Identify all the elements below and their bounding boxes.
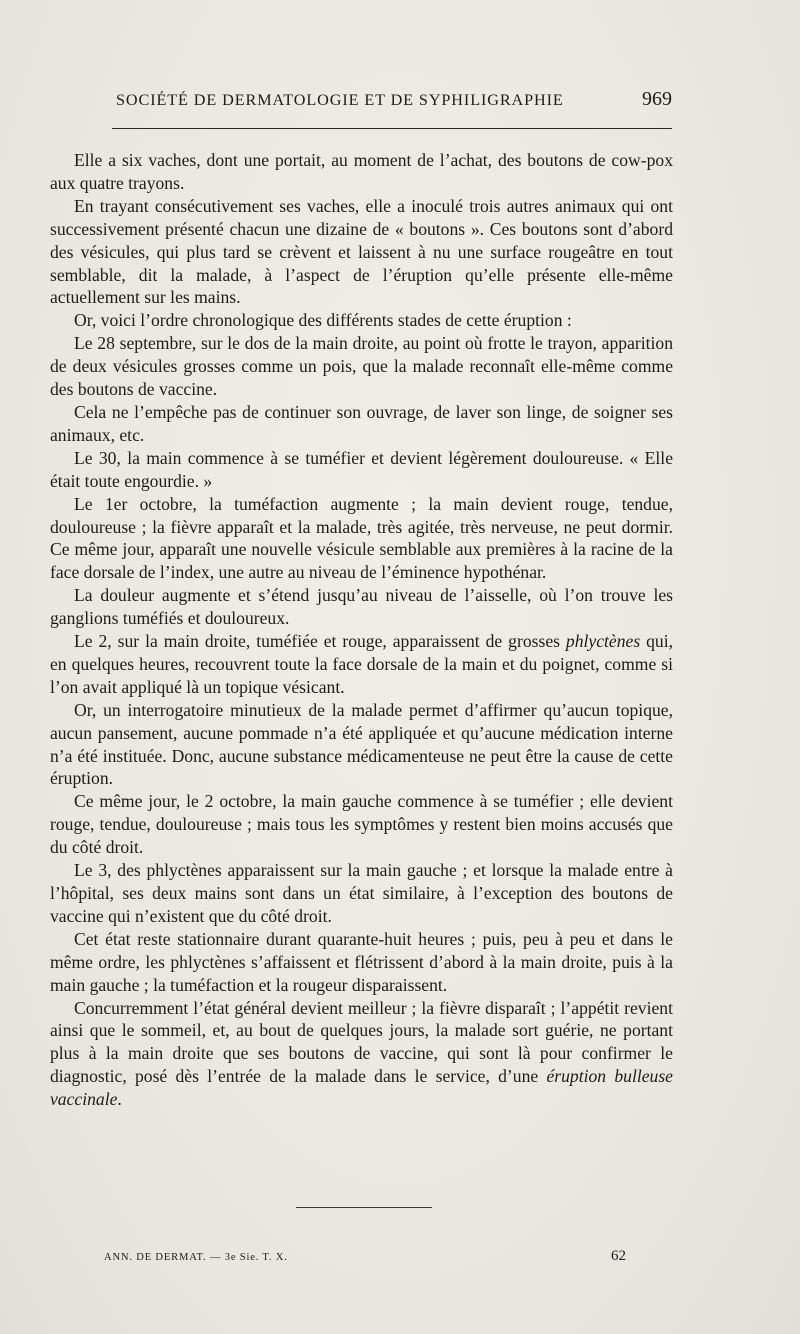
- paragraph-13: Cet état reste stationnaire durant quarante-huit heures ; puis, peu à peu et dans le même ordre, les phlyctènes s’affaissent et flétrissent d’abord à la main droite, puis à la main gauche ; la tuméfaction et la rougeur disparaissent.: [50, 928, 673, 995]
- footer-signature: ANN. DE DERMAT. — 3e Sie. T. X.: [104, 1252, 288, 1263]
- paragraph-12: Le 3, des phlyctènes apparaissent sur la main gauche ; et lorsque la malade entre à l’hôpital, ses deux mains sont dans un état similaire, à l’exception des boutons de vaccine qui n’existent que du côté droit.: [50, 860, 673, 926]
- running-title: SOCIÉTÉ DE DERMATOLOGIE ET DE SYPHILIGRAPHIE: [116, 91, 564, 109]
- paragraph-6: Le 30, la main commence à se tuméfier et devient légèrement douloureuse. « Elle était toute engourdie. »: [50, 447, 673, 491]
- footer-sheet-number: 62: [611, 1248, 626, 1264]
- footer: [104, 1250, 626, 1270]
- paragraph-9: [50, 630, 673, 699]
- paragraph-1: Elle a six vaches, dont une portait, au moment de l’achat, des boutons de cow-pox aux quatre trayons.: [50, 150, 673, 193]
- paragraph-5: Cela ne l’empêche pas de continuer son ouvrage, de laver son linge, de soigner ses animaux, etc.: [50, 401, 673, 445]
- paragraph-14-text-b: .: [117, 1089, 122, 1110]
- paragraph-2: En trayant consécutivement ses vaches, elle a inoculé trois autres animaux qui ont successivement présenté chacun une dizaine de « boutons ». Ces boutons sont d’abord des vésicules, qui plus tard se crèvent et laissent à nu une surface rougeâtre en tout semblable, dit la malade, à l’aspect de l’éruption qu’elle présente elle-même actuellement sur les mains.: [50, 195, 673, 308]
- paragraph-11: Ce même jour, le 2 octobre, la main gauche commence à se tuméfier ; elle devient rouge, tendue, douloureuse ; mais tous les symptômes y restent bien moins accusés que du côté droit.: [50, 791, 673, 858]
- paragraph-14-italic: éruption bulleuse vaccinale: [50, 1066, 673, 1110]
- body-text: [50, 149, 673, 1111]
- paragraph-14-text-a: Concurremment l’état général devient meilleur ; la fièvre disparaît ; l’appétit revient ainsi que le sommeil, et, au bout de quelques jours, la malade sort guérie, ne portant plus à la main droite que ses boutons de vaccine, qui sont là pour confirmer le diagnostic, posé dès l’entrée de la malade dans le service, d’une: [50, 997, 673, 1087]
- paragraph-3: Or, voici l’ordre chronologique des différents stades de cette éruption :: [74, 310, 572, 331]
- page-number: 969: [642, 88, 672, 110]
- running-head: [116, 88, 672, 116]
- paragraph-10: Or, un interrogatoire minutieux de la malade permet d’affirmer qu’aucun topique, aucun pansement, aucune pommade n’a été appliquée et qu’aucune médication interne n’a été instituée. Donc, aucune substance médicamenteuse ne peut être la cause de cette éruption.: [50, 699, 673, 789]
- end-rule: [296, 1207, 432, 1208]
- paragraph-4: Le 28 septembre, sur le dos de la main droite, au point où frotte le trayon, apparition de deux vésicules grosses comme un pois, que la malade reconnaît elle-même comme des boutons de vaccine.: [50, 333, 673, 400]
- paragraph-7: Le 1er octobre, la tuméfaction augmente ; la main devient rouge, tendue, douloureuse ; la fièvre apparaît et la malade, très agitée, très nerveuse, ne peut dormir. Ce même jour, apparaît une nouvelle vésicule semblable aux premières à la racine de la face dorsale de l’index, une autre au niveau de l’éminence hypothénar.: [50, 493, 673, 583]
- paragraph-9-text-a: Le 2, sur la main droite, tuméfiée et rouge, apparaissent de grosses: [74, 631, 566, 652]
- paragraph-14: [50, 997, 673, 1112]
- header-rule: [112, 128, 672, 129]
- paragraph-9-text-b: qui, en quelques heures, recouvrent toute la face dorsale de la main et du poignet, comme si l’on avait appliqué là un topique vésicant.: [50, 631, 673, 697]
- paragraph-8: La douleur augmente et s’étend jusqu’au niveau de l’aisselle, où l’on trouve les ganglions tuméfiés et douloureux.: [50, 585, 673, 629]
- paragraph-9-italic: phlyctènes: [565, 631, 641, 652]
